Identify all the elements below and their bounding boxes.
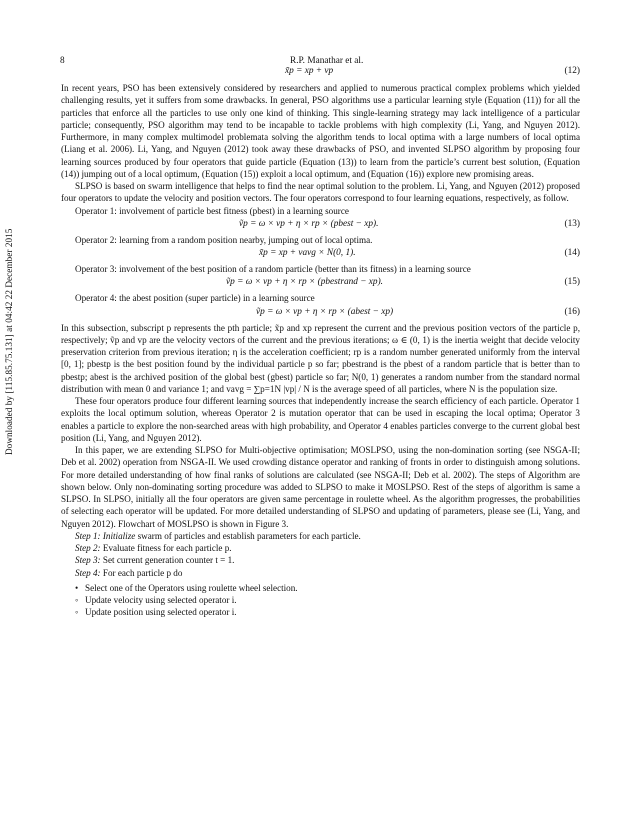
equation-15-formula: ṽp = ω × vp + η × rp × (pbestrand − xp). <box>226 277 384 288</box>
algorithm-step-3-text: Set current generation counter t = 1. <box>100 555 235 566</box>
algorithm-step-4-label: Step 4: <box>75 567 101 578</box>
algorithm-step-1-label: Step 1: Initialize <box>75 530 136 541</box>
paragraph-pso-drawbacks: In recent years, PSO has been extensively considered by researchers and applied to numerous practical complex problems which yielded challenging results, yet it suffers from some drawbacks. In general, PSO algorithms use a particular learning style (Equation (11)) for all the particles that enforce all the particles to use only one kind of thinking. This single-learning strategy may lack intelligence of a particular particle; consequently, PSO algorithm may tend to be incapable to tackle problems with high complexity (Li, Yang, and Nguyen 2012). Furthermore, in many complex multimodel problemata solving the algorithm tends to local optima with a large numbers of local optima (Liang et al. 2006). Li, Yang, and Nguyen (2012) took away these drawbacks of PSO, and invented SLPSO algorithm by proposing four learning sources produced by four operators that guide particle (Equation (13)) to learn from the particle’s current best solution, (Equation (14)) jumping out of a local optimum, (Equation (15)) exploit a local optimum, and (Equation (16)) explore new promising areas. <box>61 83 580 179</box>
list-item <box>61 582 580 594</box>
equation-12 <box>61 66 580 79</box>
equation-16-formula: ṽp = ω × vp + η × rp × (abest − xp) <box>256 306 394 317</box>
equation-14-formula: x̃p = xp + vavg × N(0, 1). <box>259 248 356 258</box>
list-item <box>61 606 580 618</box>
paragraph-moslpso: In this paper, we are extending SLPSO for Multi-objective optimisation; MOSLPSO, using the non-domination sorting (see NSGA-II; Deb et al. 2002) operation from NSGA-II. We used crowding distance operator and ranking of fronts in order to distinguish among solutions. For more detailed understanding of how final ranks of solutions are calculated (see NSGA-II; Deb et al. 2002). The steps of Algorithm are shown below. Only non-dominating sorting procedure was added to SLPSO to make it MOSLPSO. Rest of the steps of algorithm is same a SLPSO. In SLPSO, initially all the four operators are given same percentage in roulette wheel. As the algorithm progresses, the probabilities of selecting each operator will be updated. For more detailed understanding of SLPSO and updating of parameters, please see (Li, Yang, and Nguyen 2012). Flowchart of MOSLPSO is shown in Figure 3. <box>61 445 580 529</box>
algorithm-step-1 <box>61 530 580 542</box>
paragraph-notation: In this subsection, subscript p represents the pth particle; x̃p and xp represent the current and the previous position vectors of the particle p, respectively; ṽp and vp are the velocity vectors of the current and the previous iterations; ω ∈ (0, 1) is the inertia weight that decide velocity preservation criterion from previous iteration; η is the acceleration coefficient; rp is a random number generated uniformly from the interval [0, 1]; pbestp is the best position found by the individual particle p so far; pbestrand is the pbest of a random particle that is better than to pbestp; abest is the archived position of the global best (gbest) particle so far; N(0, 1) generates a random number from the standard normal distribution with mean 0 and variance 1; and vavg = ∑p=1N |vp| / N is the average speed of all particles, where N is the population size. <box>61 322 580 394</box>
equation-12-formula: x̃p = xp + vp <box>285 66 334 76</box>
bullet-marker: ◦ <box>75 607 79 618</box>
algorithm-step-1-text: swarm of particles and establish parameters for each particle. <box>135 530 361 541</box>
equation-13-number: (13) <box>564 218 580 229</box>
list-item-text: Select one of the Operators using roulette wheel selection. <box>85 582 298 593</box>
operator-3-description: Operator 3: involvement of the best position of a random particle (better than its fitness) in a learning source <box>75 264 471 274</box>
article-body <box>61 66 580 618</box>
list-item-text: Update position using selected operator i. <box>85 607 237 618</box>
download-stamp-text: Downloaded by [115.85.75.131] at 04:42 22 December 2015 <box>4 228 14 455</box>
algorithm-step-4-text: For each particle p do <box>100 567 183 578</box>
running-header-authors: R.P. Manathar et al. <box>290 56 364 66</box>
operator-2-description: Operator 2: learning from a random position nearby, jumping out of local optima. <box>75 234 373 245</box>
algorithm-step-2 <box>61 542 580 554</box>
paragraph-slpso-intro: SLPSO is based on swarm intelligence that helps to find the near optimal solution to the problem. Li, Yang, and Nguyen (2012) proposed four operators to update the velocity and position vectors. The four operators correspond to four learning equations, respectively, as follow. <box>61 181 580 204</box>
bullet-marker: ◦ <box>75 594 79 605</box>
equation-13 <box>61 219 580 232</box>
list-item-text: Update velocity using selected operator i. <box>85 594 237 605</box>
list-item <box>61 594 580 606</box>
operator-4-description: Operator 4: the abest position (super particle) in a learning source <box>75 293 315 304</box>
equation-16 <box>61 307 580 320</box>
paragraph-learning-sources: These four operators produce four different learning sources that independently increase the search efficiency of each particle. Operator 1 exploits the local optimum solution, whereas Operator 2 is mutation operator that can be used in escaping the local optima; Operator 3 enables a particle to explore the non-searched areas with high probability, and Operator 4 enables particles converge to the current global best position (Li, Yang, and Nguyen 2012). <box>61 396 580 443</box>
operator-1-description: Operator 1: involvement of particle best fitness (pbest) in a learning source <box>75 205 349 216</box>
algorithm-step-2-text: Evaluate fitness for each particle p. <box>100 543 232 553</box>
page-number: 8 <box>60 56 65 66</box>
equation-15 <box>61 277 580 290</box>
algorithm-step-2-label: Step 2: <box>75 543 101 553</box>
algorithm-step-3-label: Step 3: <box>75 555 101 566</box>
equation-15-number: (15) <box>564 277 580 288</box>
equation-13-formula: ṽp = ω × vp + η × rp × (pbest − xp). <box>239 218 379 229</box>
equation-16-number: (16) <box>564 306 580 317</box>
equation-14 <box>61 248 580 261</box>
algorithm-step-3 <box>61 554 580 566</box>
equation-12-number: (12) <box>564 66 580 76</box>
algorithm-step-4 <box>61 567 580 579</box>
bullet-marker: • <box>75 582 79 593</box>
equation-14-number: (14) <box>564 248 580 258</box>
